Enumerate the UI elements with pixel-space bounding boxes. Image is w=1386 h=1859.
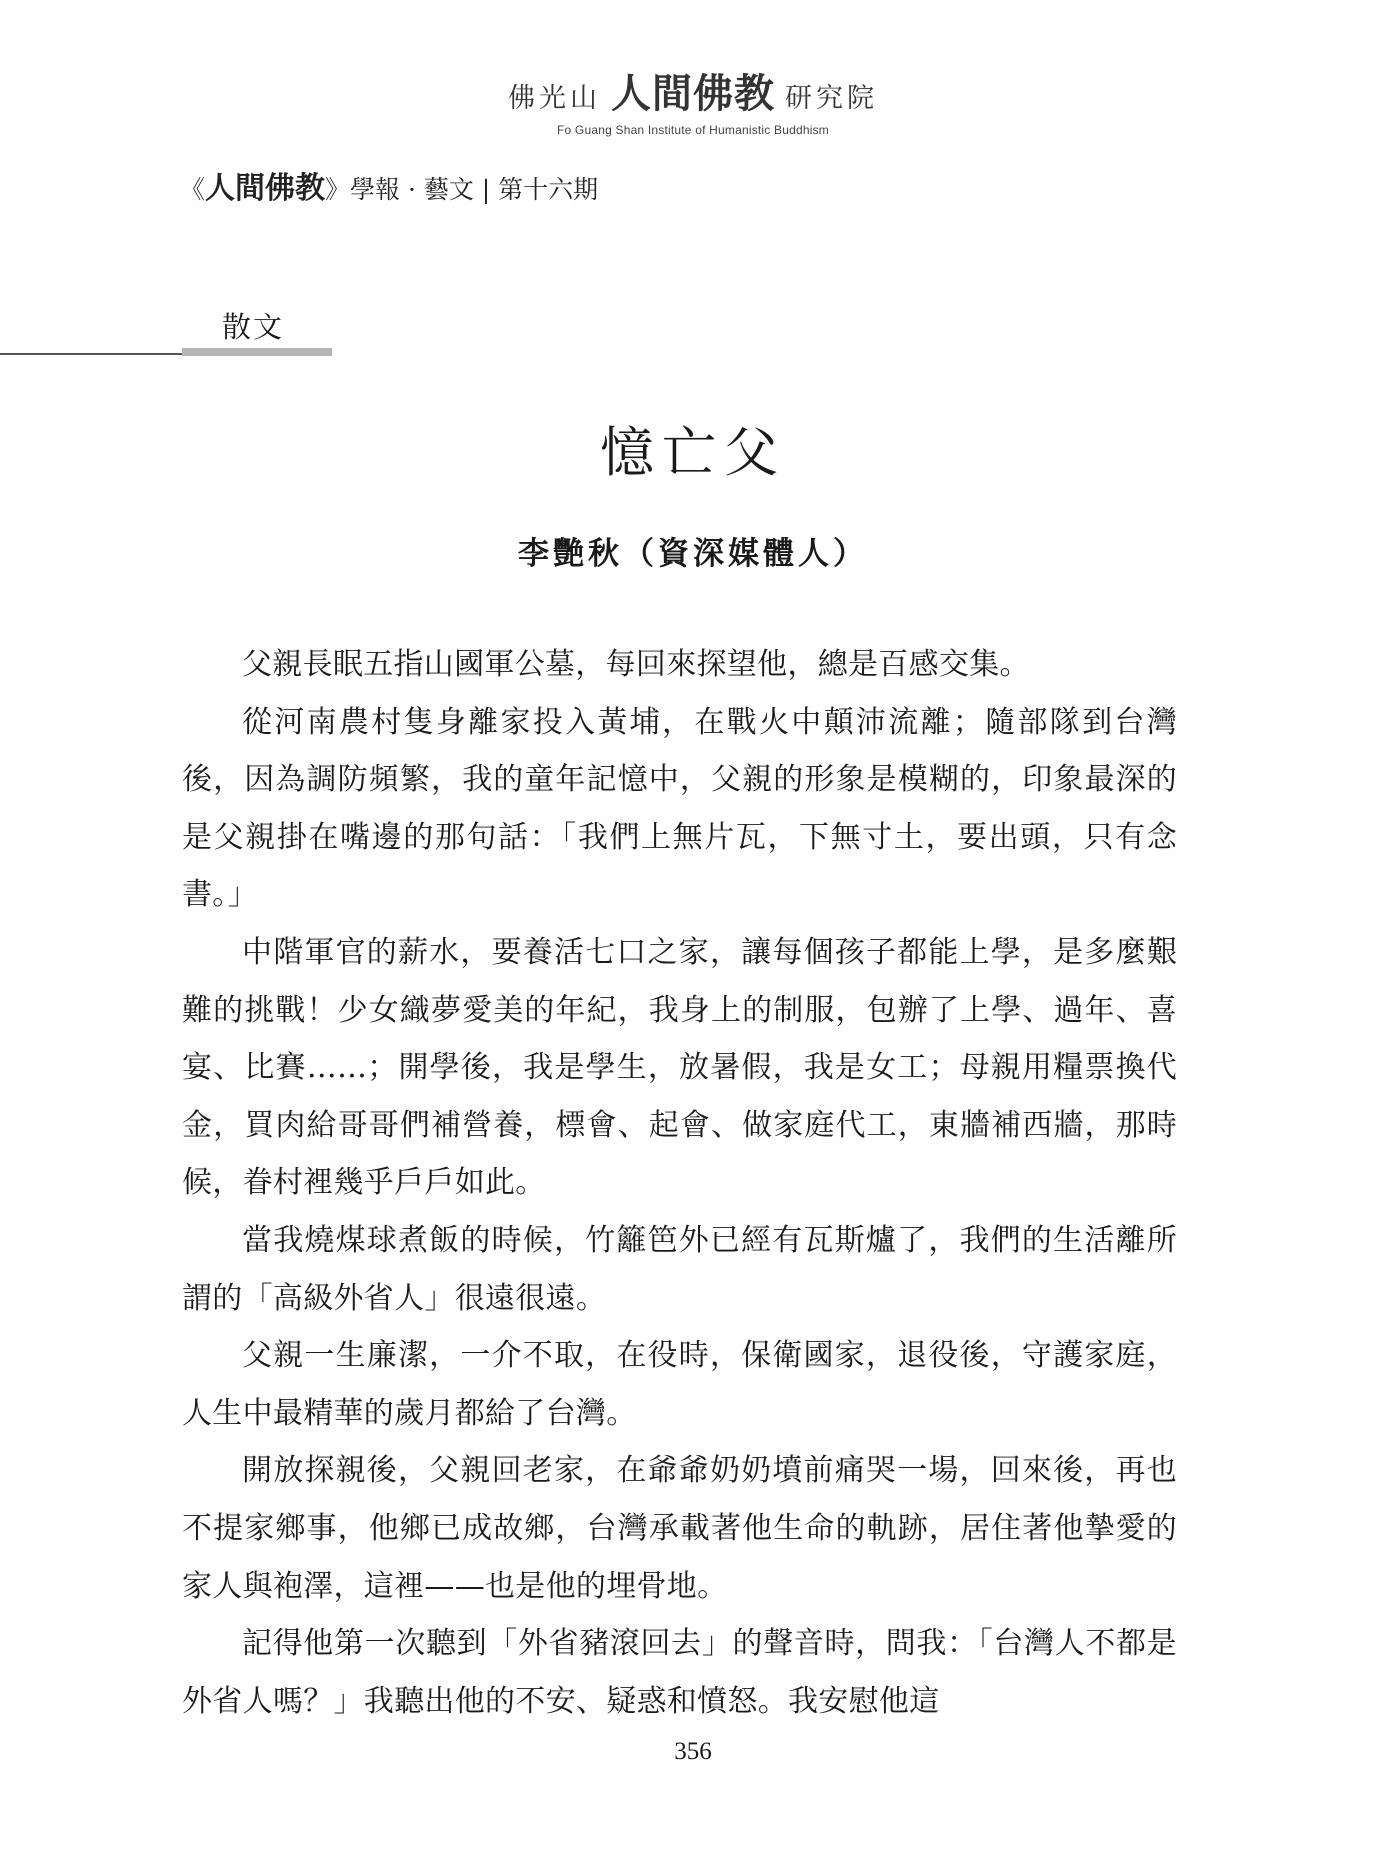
paragraph: 父親長眠五指山國軍公墓，每回來探望他，總是百感交集。 [242, 647, 1030, 682]
article-author: 李艷秋（資深媒體人） [518, 536, 868, 572]
journal-issue: 》學報 · 藝文 | 第十六期 [325, 175, 599, 204]
paragraph: 中階軍官的薪水，要養活七口之家，讓每個孩子都能上學，是多麼艱難的挑戰！少女織夢愛美的年紀，我身上的制服，包辦了上學、過年、喜宴、比賽……；開學後，我是學生，放暑假，我是女工；母親用糧票換代金，買肉給哥哥們補營養，標會、起會、做家庭代工，東牆補西牆，那時候，眷村裡幾乎戶戶如此。 [182, 934, 1177, 1201]
section-rule-accent [182, 348, 332, 356]
paragraph: 從河南農村隻身離家投入黃埔，在戰火中顛沛流離；隨部隊到台灣後，因為調防頻繁，我的童年記憶中，父親的形象是模糊的，印象最深的是父親掛在嘴邊的那句話：「我們上無片瓦，下無寸土，要出頭，只有念書。」 [182, 704, 1177, 913]
institute-name-en: Fo Guang Shan Institute of Humanistic Buddhism [556, 123, 829, 137]
article-body [182, 636, 1177, 1730]
paragraph: 開放探親後，父親回老家，在爺爺奶奶墳前痛哭一場，回來後，再也不提家鄉事，他鄉已成故鄉，台灣承載著他生命的軌跡，居住著他摯愛的家人與袍澤，這裡——也是他的埋骨地。 [182, 1453, 1177, 1604]
paragraph: 父親一生廉潔，一介不取，在役時，保衛國家，退役後，守護家庭，人生中最精華的歲月都給了台灣。 [182, 1338, 1177, 1431]
institute-name-right: 研究院 [785, 83, 878, 114]
institute-name-left: 佛光山 [508, 83, 601, 114]
journal-brand: 人間佛教 [205, 171, 326, 206]
journal-open-bracket: 《 [180, 175, 206, 204]
institute-header [0, 62, 1386, 137]
journal-running-head [180, 163, 598, 207]
institute-brand-logo: 人間佛教 [611, 71, 775, 117]
article-title: 憶亡父 [600, 421, 786, 484]
institute-name-cn [0, 62, 1386, 119]
paragraph: 當我燒煤球煮飯的時候，竹籬笆外已經有瓦斯爐了，我們的生活離所謂的「高級外省人」很遠很遠。 [182, 1222, 1177, 1316]
section-label: 散文 [222, 310, 285, 344]
paragraph: 記得他第一次聽到「外省豬滾回去」的聲音時，問我：「台灣人不都是外省人嗎？」我聽出他的不安、疑惑和憤怒。我安慰他這 [182, 1626, 1177, 1719]
page-number: 356 [674, 1738, 712, 1765]
